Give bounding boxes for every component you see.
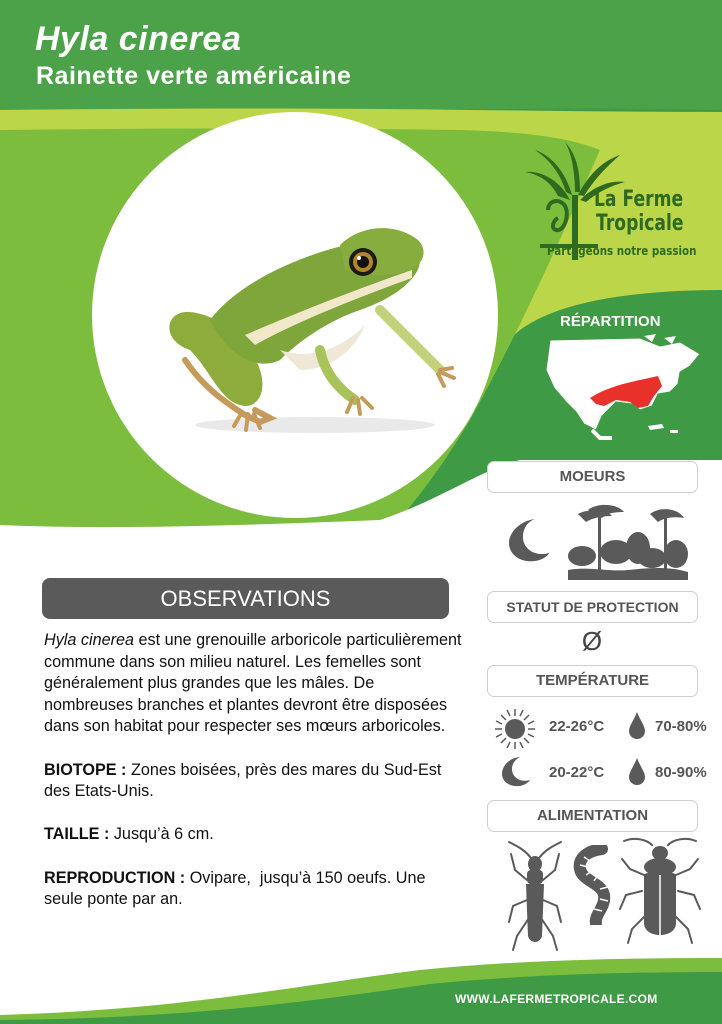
biotope-text: Zones boisées, près des mares du Sud-Est des Etats-Unis. bbox=[44, 760, 442, 801]
humidity-day-icon bbox=[627, 710, 647, 740]
repartition-label: RÉPARTITION bbox=[560, 313, 661, 330]
brand-tagline: Partageons notre passion bbox=[547, 244, 697, 258]
reproduction-paragraph bbox=[44, 868, 464, 911]
day-humidity: 70-80% bbox=[655, 718, 707, 735]
temperature-label: TEMPÉRATURE bbox=[487, 665, 698, 697]
forest-icon bbox=[568, 500, 688, 580]
website-link[interactable]: WWW.LAFERMETROPICALE.COM bbox=[455, 992, 658, 1006]
worm-icon bbox=[572, 845, 616, 925]
brand-name-line2: Tropicale bbox=[596, 211, 684, 236]
observations-heading: OBSERVATIONS bbox=[42, 578, 449, 619]
day-temperature: 22-26°C bbox=[549, 718, 605, 735]
intro-paragraph bbox=[44, 630, 464, 738]
intro-text: est une grenouille arboricole particulièrement commune dans son milieu naturel. Les femelles sont généralement plus grandes que les mâles. De nombreuses branches et plantes devront être disposées dans son habitat pour respecter ses mœurs arboricoles. bbox=[44, 631, 462, 736]
common-name: Rainette verte américaine bbox=[36, 62, 352, 90]
protection-value: Ø bbox=[581, 626, 603, 656]
taille-text: Jusqu’à 6 cm. bbox=[109, 825, 214, 844]
moon-night-icon bbox=[500, 755, 532, 789]
cockroach-icon bbox=[618, 835, 702, 945]
moeurs-label: MOEURS bbox=[487, 461, 698, 493]
taille-paragraph bbox=[44, 824, 464, 846]
biotope-label: BIOTOPE : bbox=[44, 760, 127, 779]
scientific-name: Hyla cinerea bbox=[35, 20, 242, 58]
humidity-night-icon bbox=[627, 756, 647, 786]
alimentation-label: ALIMENTATION bbox=[487, 800, 698, 832]
distribution-map bbox=[540, 332, 712, 444]
reproduction-text: Ovipare, jusqu’à 150 oeufs. Une seule ponte par an. bbox=[44, 868, 430, 909]
reproduction-label: REPRODUCTION : bbox=[44, 868, 186, 887]
observations-text bbox=[44, 630, 464, 932]
cricket-icon bbox=[505, 840, 565, 952]
intro-species-name: Hyla cinerea bbox=[44, 631, 134, 649]
brand-name-line1: La Ferme bbox=[594, 187, 684, 212]
biotope-paragraph bbox=[44, 760, 464, 803]
night-temperature: 20-22°C bbox=[549, 764, 605, 781]
sun-icon bbox=[493, 707, 537, 751]
night-humidity: 80-90% bbox=[655, 764, 707, 781]
moon-icon bbox=[505, 515, 551, 565]
protection-label: STATUT DE PROTECTION bbox=[487, 591, 698, 623]
frog-photo bbox=[150, 200, 480, 450]
taille-label: TAILLE : bbox=[44, 825, 110, 844]
